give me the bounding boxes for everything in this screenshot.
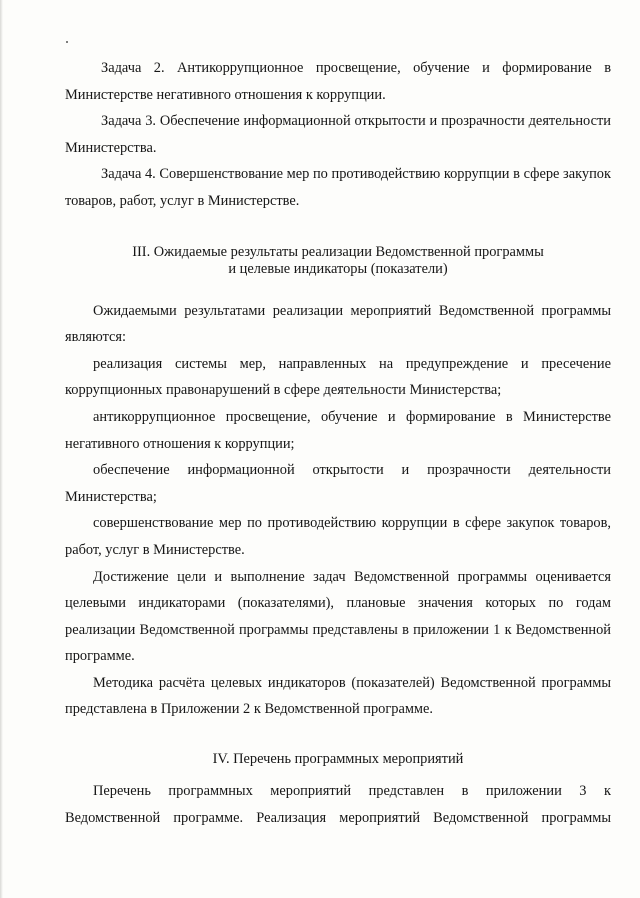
task-2-paragraph: Задача 2. Антикоррупционное просвещение, обучение и формирование в Министерстве негативного отношения к коррупции. [65, 60, 611, 103]
section-3-intro: Ожидаемыми результатами реализации мероприятий Ведомственной программы являются: [65, 302, 611, 346]
result-item-3: обеспечение информационной открытости и прозрачности деятельности Министерства; [65, 462, 611, 505]
section-3-heading-line-2: и целевые индикаторы (показатели) [228, 260, 448, 277]
section-3-heading [65, 244, 611, 278]
document-page [65, 55, 611, 831]
achievement-paragraph: Достижение цели и выполнение задач Ведомственной программы оценивается целевыми индикаторами (показателями), плановые значения которых по годам реализации Ведомственной программы представлены в приложении 1 к Ведомственной программе. [65, 568, 611, 665]
result-item-1: реализация системы мер, направленных на предупреждение и пресечение коррупционных правонарушений в сфере деятельности Министерства; [65, 355, 611, 399]
methodology-paragraph: Методика расчёта целевых индикаторов (показателей) Ведомственной программы представлена в Приложении 2 к Ведомственной программе. [65, 674, 611, 718]
result-item-2: антикоррупционное просвещение, обучение и формирование в Министерстве негативного отношения к коррупции; [65, 408, 611, 452]
scan-speck [66, 41, 68, 43]
task-4-paragraph: Задача 4. Совершенствование мер по противодействию коррупции в сфере закупок товаров, работ, услуг в Министерстве. [65, 166, 611, 209]
section-4-heading: IV. Перечень программных мероприятий [212, 751, 464, 768]
scan-left-edge [0, 0, 3, 898]
section-4-paragraph: Перечень программных мероприятий представлен в приложении 3 к Ведомственной программе. Реализация мероприятий Ведомственной программы [65, 783, 611, 826]
task-3-paragraph: Задача 3. Обеспечение информационной открытости и прозрачности деятельности Министерства. [65, 113, 611, 156]
section-3-heading-line-1: III. Ожидаемые результаты реализации Ведомственной программы [132, 243, 544, 260]
result-item-4: совершенствование мер по противодействию коррупции в сфере закупок товаров, работ, услуг в Министерстве. [65, 515, 611, 558]
